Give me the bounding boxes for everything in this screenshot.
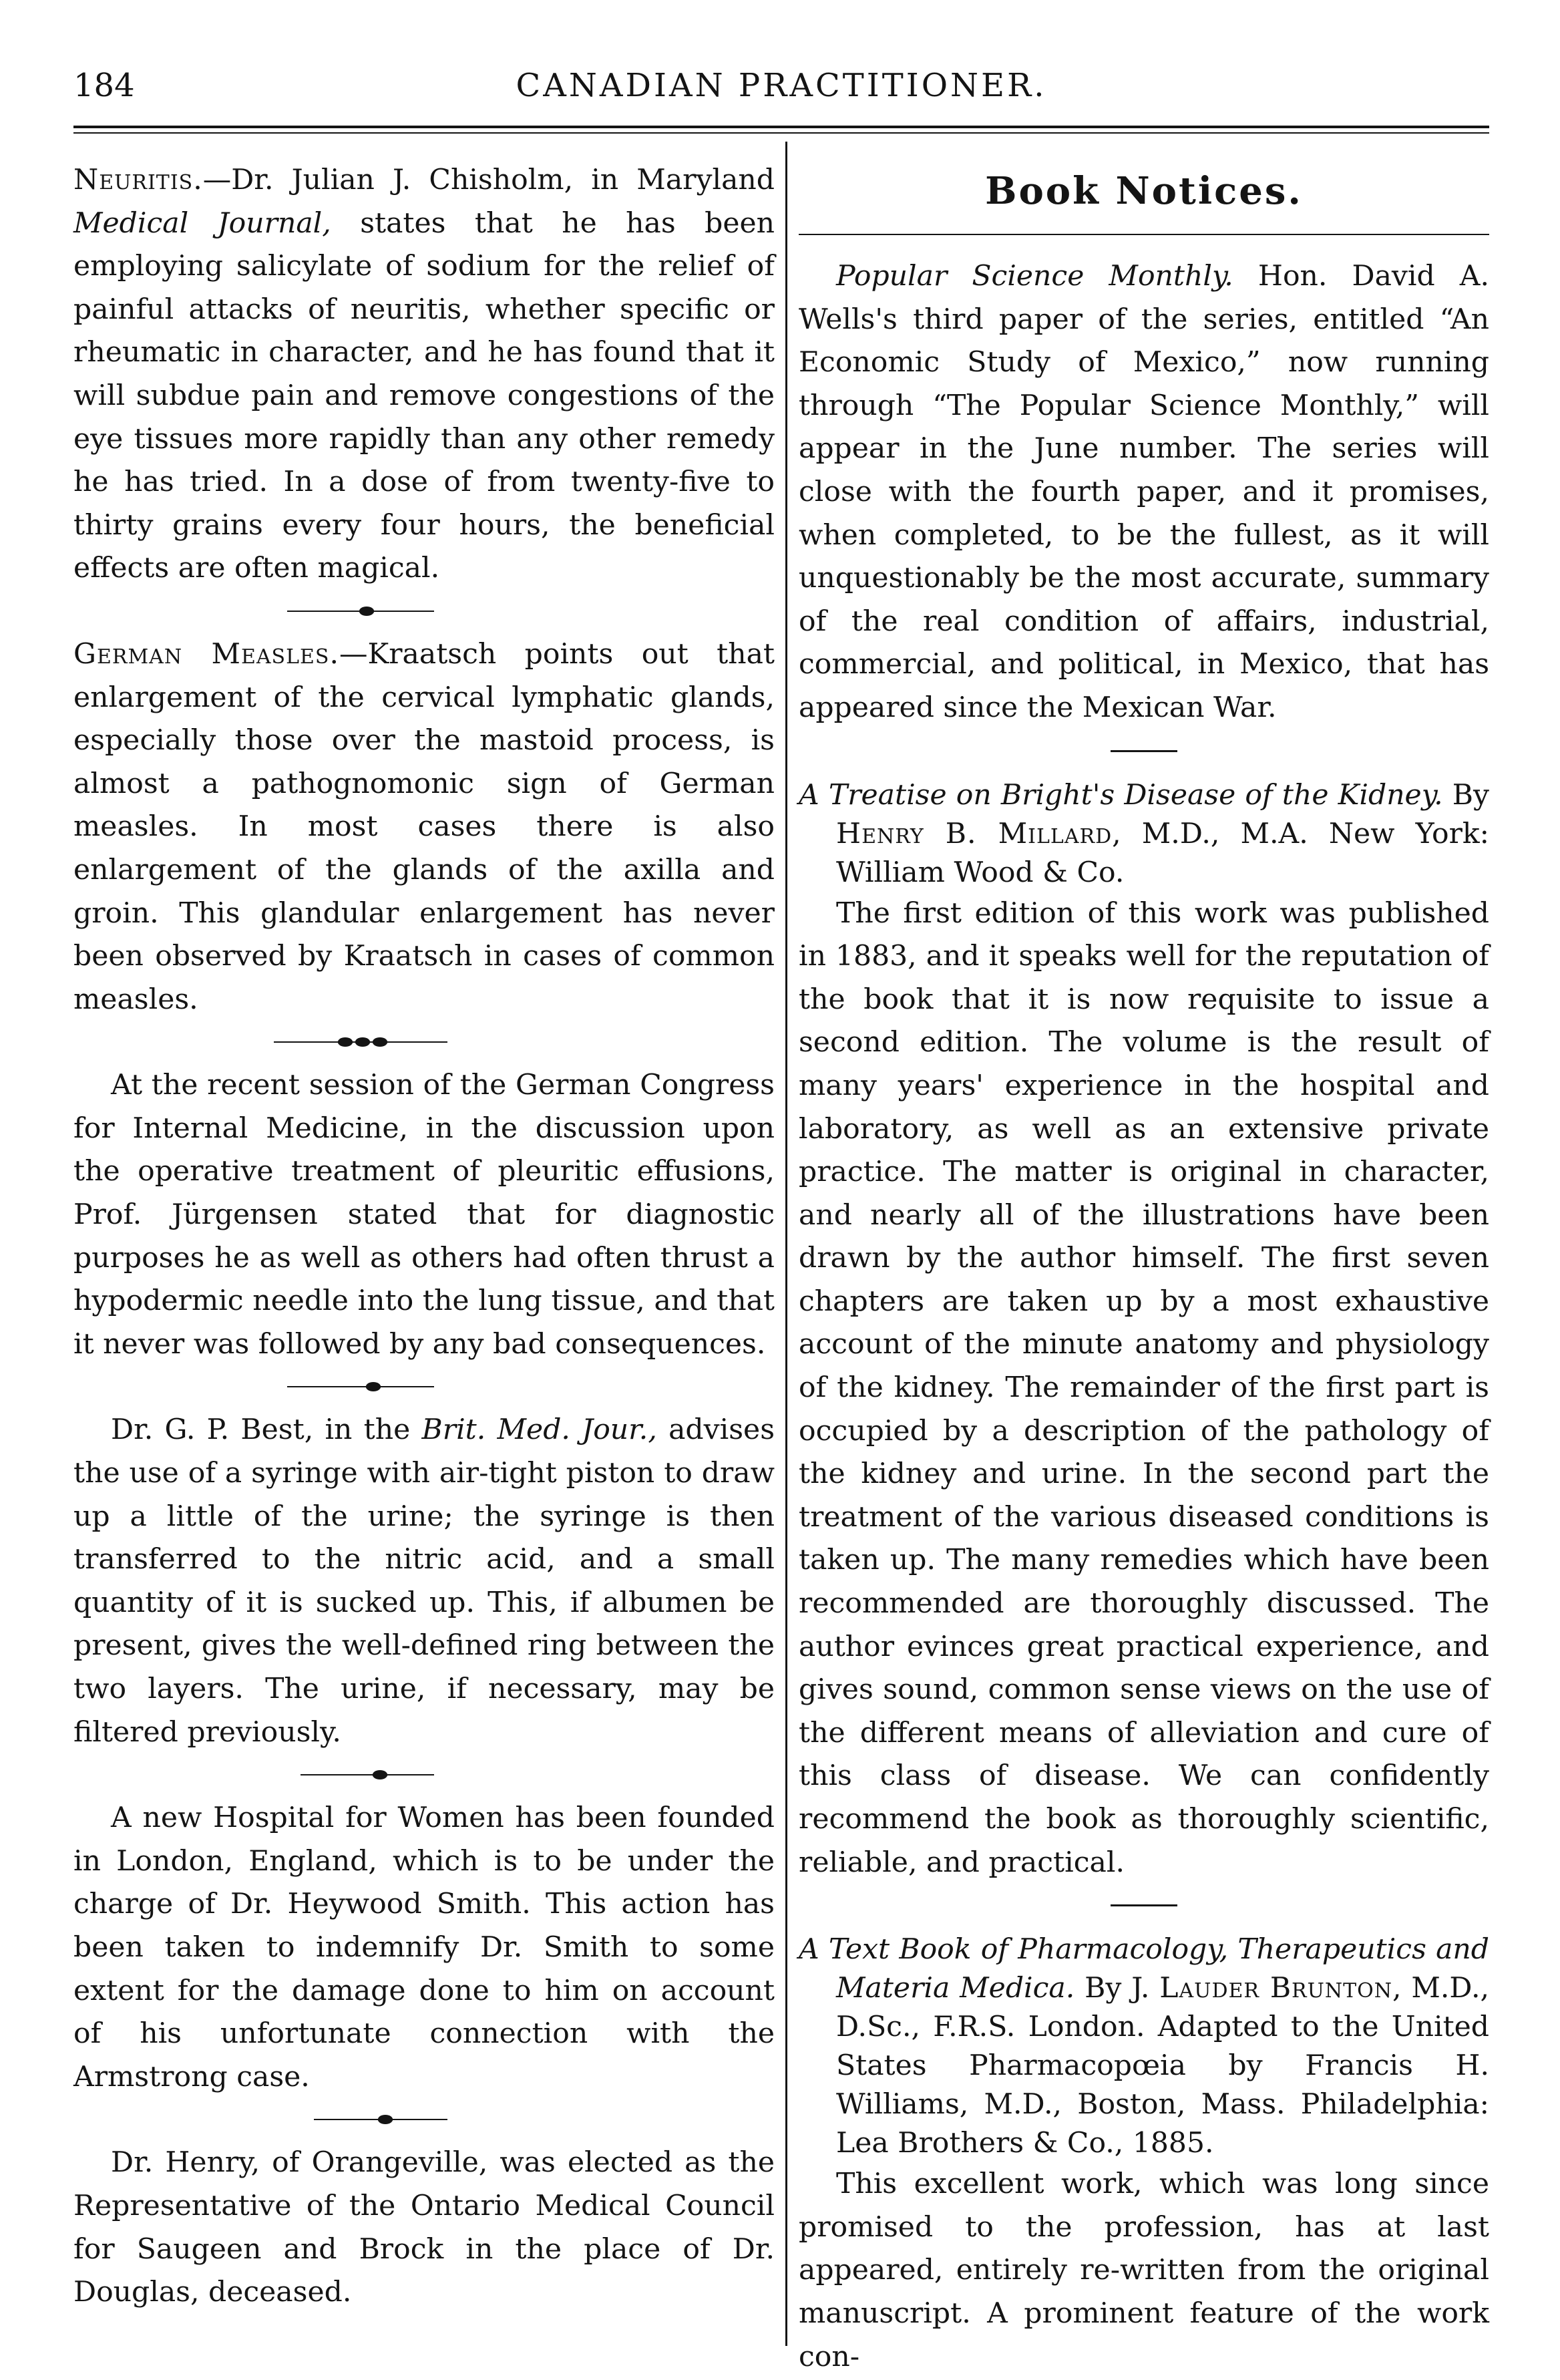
section-separator: [73, 2099, 775, 2142]
running-header: [73, 67, 1489, 114]
section-separator: [73, 1754, 775, 1797]
hospital-paragraph: A new Hospital for Women has been founded in London, England, which is to be under the charge of Dr. Heywood Smith. This action has been taken to indemnify Dr. Smith to some extent for the damage done to him on account of his unfortunate connection with the Armstrong case.: [73, 1802, 775, 2093]
notice-citation: A Text Book of Pharmacology, Therapeutics and Materia Medica. By J. Lauder Brunton, M.D., D.Sc., F.R.S. London. Adapted to the United States Pharmacopœia by Francis H. Williams, M.D., Boston, Mass. Philadelphia: Lea Brothers & Co., 1885.: [799, 1933, 1489, 2160]
neuritis-paragraph: Neuritis.—Dr. Julian J. Chisholm, in Maryland Medical Journal, states that he has been employing salicylate of sodium for the relief of painful attacks of neuritis, whether specific or rheumatic in character, and he has found that it will subdue pain and remove congestions of the eye tissues more rapidly than any other remedy he has tried. In a dose of from twenty-five to thirty grains every four hours, the beneficial effects are often magical.: [73, 164, 775, 585]
journal-title: Medical Journal,: [73, 206, 331, 240]
book-notices-heading: Book Notices.: [985, 169, 1303, 213]
notice-separator: [1111, 750, 1177, 752]
page-number: 184: [73, 67, 135, 104]
german-measles-paragraph: German Measles.—Kraatsch points out that enlargement of the cervical lymphatic glands, especially those over the mastoid process, is almost a pathognomonic sign of German measles. In most cases there is also enlargement of the glands of the axilla and groin. This glandular enlargement has never been observed by Kraatsch in cases of common measles.: [73, 637, 775, 1016]
notice-title: A Text Book of Pharmacology, Therapeutics and Materia Medica.: [799, 1933, 1489, 2005]
journal-title: Brit. Med. Jour.,: [421, 1413, 657, 1447]
header-rule-thin: [73, 132, 1489, 134]
notice-review: This excellent work, which was long since promised to the profession, has at last appeared, entirely re-written from the original manuscript. A prominent feature of the work con-: [799, 2168, 1489, 2373]
notice-separator: [1111, 1904, 1177, 1906]
paragraph-heading: German Measles.: [73, 637, 339, 671]
notice-title: Popular Science Monthly.: [836, 260, 1233, 293]
notice-title: A Treatise on Bright's Disease of the Kidney.: [799, 778, 1443, 812]
paragraph-heading: Neuritis.: [73, 164, 203, 196]
section-separator: [73, 590, 775, 633]
header-rule: [73, 126, 1489, 128]
column-divider: [785, 142, 787, 2346]
section-separator: [73, 1021, 775, 1064]
pleuritic-effusion-paragraph: At the recent session of the German Congress for Internal Medicine, in the discussion upon the operative treatment of pleuritic effusions, Prof. Jürgensen stated that for diagnostic purposes he as well as others had often thrust a hypodermic needle into the lung tissue, and that it never was followed by any bad consequences.: [73, 1069, 775, 1361]
running-title: CANADIAN PRACTITIONER.: [516, 67, 1047, 104]
urine-test-paragraph: Dr. G. P. Best, in the Brit. Med. Jour., advises the use of a syringe with air-tight piston to draw up a little of the urine; the syringe is then transferred to the nitric acid, and a small quantity of it is sucked up. This, if albumen be present, gives the well-defined ring between the two layers. The urine, if necessary, may be filtered previously.: [73, 1413, 775, 1749]
author-name: Henry B. Millard: [836, 817, 1113, 850]
section-separator: [73, 1366, 775, 1409]
notice-review: The first edition of this work was published in 1883, and it speaks well for the reputation of the book that it is now requisite to issue a second edition. The volume is the result of many years' experience in the hospital and laboratory, as well as an extensive private practice. The matter is original in character, and nearly all of the illustrations have been drawn by the author himself. The first seven chapters are taken up by a most exhaustive account of the minute anatomy and physiology of the kidney. The remainder of the first part is occupied by a description of the pathology of the kidney and urine. In the second part the treatment of the various diseased conditions is taken up. The many remedies which have been recommended are thoroughly discussed. The author evinces great practical experience, and gives sound, common sense views on the use of the different means of alleviation and cure of this class of disease. We can confidently recommend the book as thoroughly scientific, reliable, and practical.: [799, 896, 1489, 1879]
notice-citation: A Treatise on Bright's Disease of the Kidney. By Henry B. Millard, M.D., M.A. New York: William Wood & Co.: [799, 778, 1490, 889]
author-name: Lauder Brunton: [1159, 1972, 1393, 2005]
left-column: [73, 159, 775, 2315]
notice-popular-science: Popular Science Monthly. Hon. David A. Wells's third paper of the series, entitled “An Economic Study of Mexico,” now running through “The Popular Science Monthly,” will appear in the June number. The series will close with the fourth paper, and it promises, when completed, to be the fullest, as it will unquestionably be the most accurate, summary of the real condition of affairs, industrial, commercial, and political, in Mexico, that has appeared since the Mexican War.: [799, 260, 1490, 724]
heading-rule: [799, 234, 1489, 235]
right-column: [799, 159, 1489, 2379]
election-paragraph: Dr. Henry, of Orangeville, was elected as the Representative of the Ontario Medical Council for Saugeen and Brock in the place of Dr. Douglas, deceased.: [73, 2146, 775, 2309]
